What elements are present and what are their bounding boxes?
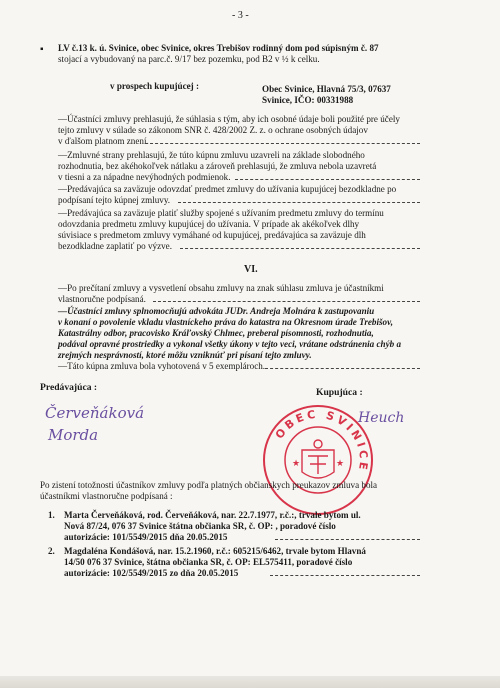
buyer-name-line-2: Svinice, IČO: 00331988 xyxy=(262,95,354,105)
seller-label: Predávajúca : xyxy=(40,382,98,393)
power-of-attorney-line: v konaní o povolenie vkladu vlastníckeho práva do katastra na Okresnom úrade Trebišov, xyxy=(58,317,394,327)
municipal-stamp xyxy=(258,400,378,520)
dash-rule xyxy=(275,539,420,540)
dash-rule xyxy=(178,202,420,203)
item-line: Magdaléna Kondášová, nar. 15.2.1960, r.č.: 605215/6462, trvale bytom Hlavná xyxy=(64,546,366,556)
buyer-signature: Heuch xyxy=(358,410,405,426)
item-number: 2. xyxy=(48,546,55,556)
item-line: Marta Červeňáková, rod. Červeňáková, nar. 22.7.1977, r.č.:, trvale bytom ul. xyxy=(64,510,361,520)
clause-line: —Predávajúca sa zaväzuje odovzdať predmet zmluvy do užívania kupujúcej bezodkladne po xyxy=(58,184,397,194)
seller-signature-1: Červeňáková xyxy=(45,404,145,422)
property-line-2: stojací a vybudovaný na parc.č. 9/17 bez pozemku, pod B2 v ½ k celku. xyxy=(58,54,320,64)
clause-line: rozhodnutia, bez akéhokoľvek nátlaku a zároveň prehlasujú, že zmluva nebola uzavretá xyxy=(58,161,377,171)
clause-line: v tiesni a za nápadne nevýhodných podmienok. xyxy=(58,172,231,182)
section-vi-line: —Po prečítaní zmluvy a vysvetlení obsahu zmluvy na znak súhlasu zmluva je účastníkmi xyxy=(58,283,384,293)
dash-rule xyxy=(270,575,420,576)
verification-intro-2: účastníkmi vlastnoručne podpísaná : xyxy=(40,491,173,501)
power-of-attorney-line: zrejmých nesprávností, ktoré môžu vzniknúť pri písaní tejto zmluvy. xyxy=(58,350,312,360)
clause-line: odovzdania predmetu zmluvy kupujúcej do užívania. V prípade ak akékoľvek dlhy xyxy=(58,219,360,229)
stamp-ring-text: OBEC SVINICE xyxy=(272,407,371,474)
page-number: - 3 - xyxy=(232,10,249,21)
section-heading-vi: VI. xyxy=(244,264,258,275)
dash-rule xyxy=(153,301,420,302)
clause-line: —Zmluvné strany prehlasujú, že túto kúpnu zmluvu uzavreli na základe slobodného xyxy=(58,150,365,160)
copies-line: —Táto kúpna zmluva bola vyhotovená v 5 exemplároch. xyxy=(58,361,266,371)
dash-rule xyxy=(145,143,420,144)
bullet-marker: ▪ xyxy=(40,44,44,55)
property-line-1: LV č.13 k. ú. Svinice, obec Svinice, okres Trebišov rodinný dom pod súpisným č. 87 xyxy=(58,43,379,53)
clause-line: súvisiace s predmetom zmluvy vymáhané od kupujúcej, predávajúca sa zaväzuje dlh xyxy=(58,230,366,240)
dash-rule xyxy=(180,248,420,249)
clause-line: —Predávajúca sa zaväzuje platiť služby spojené s užívaním predmetu zmluvy do termínu xyxy=(58,208,384,218)
clause-line: v ďalšom platnom znení. xyxy=(58,136,149,146)
power-of-attorney-line: Katastrálny odbor, pracovisko Kráľovský Chlmec, preberal písomnosti, rozhodnutia, xyxy=(58,328,374,338)
dash-rule xyxy=(265,368,420,369)
power-of-attorney-line: —Účastníci zmluvy splnomocňujú advokáta JUDr. Andreja Molnára k zastupovaniu xyxy=(58,306,375,316)
section-vi-line: vlastnoručne podpísaná. xyxy=(58,294,146,304)
verification-intro-1: Po zistení totožnosti účastníkov zmluvy podľa platných občianskych preukazov zmluva bola xyxy=(40,480,378,490)
item-line: Nová 87/24, 076 37 Svinice štátna občianka SR, č. OP: , poradové číslo xyxy=(64,521,336,531)
clause-line: —Účastníci zmluvy prehlasujú, že súhlasia s tým, aby ich osobné údaje boli použité pre účely xyxy=(58,114,400,124)
svg-text:★: ★ xyxy=(336,458,345,468)
item-line: autorizácie: 102/5549/2015 zo dňa 20.05.2015 xyxy=(64,568,239,578)
power-of-attorney-line: podával opravné prostriedky a vykonal všetky úkony v tejto veci, vrátane odstránenia chýb a xyxy=(58,339,401,349)
clause-line: podpísaní tejto kúpnej zmluvy. xyxy=(58,195,171,205)
clause-line: tejto zmluvy v súlade so zákonom SNR č. 428/2002 Z. z. o ochrane osobných údajov xyxy=(58,125,368,135)
buyer-name-line-1: Obec Svinice, Hlavná 75/3, 07637 xyxy=(262,84,391,94)
clause-line: bezodkladne zaplatiť po výzve. xyxy=(58,241,172,251)
buyer-label: v prospech kupujúcej : xyxy=(110,81,200,91)
page-bottom-shadow xyxy=(0,676,500,688)
item-line: 14/50 076 37 Svinice, štátna občianka SR, č. OP: EL575411, poradové číslo xyxy=(64,557,353,567)
dash-rule xyxy=(235,179,420,180)
item-number: 1. xyxy=(48,510,55,520)
seller-signature-2: Morda xyxy=(48,426,99,444)
item-line: autorizácie: 101/5549/2015 dňa 20.05.2015 xyxy=(64,532,228,542)
buyer-signature-label: Kupujúca : xyxy=(316,387,363,398)
svg-text:★: ★ xyxy=(292,458,301,468)
